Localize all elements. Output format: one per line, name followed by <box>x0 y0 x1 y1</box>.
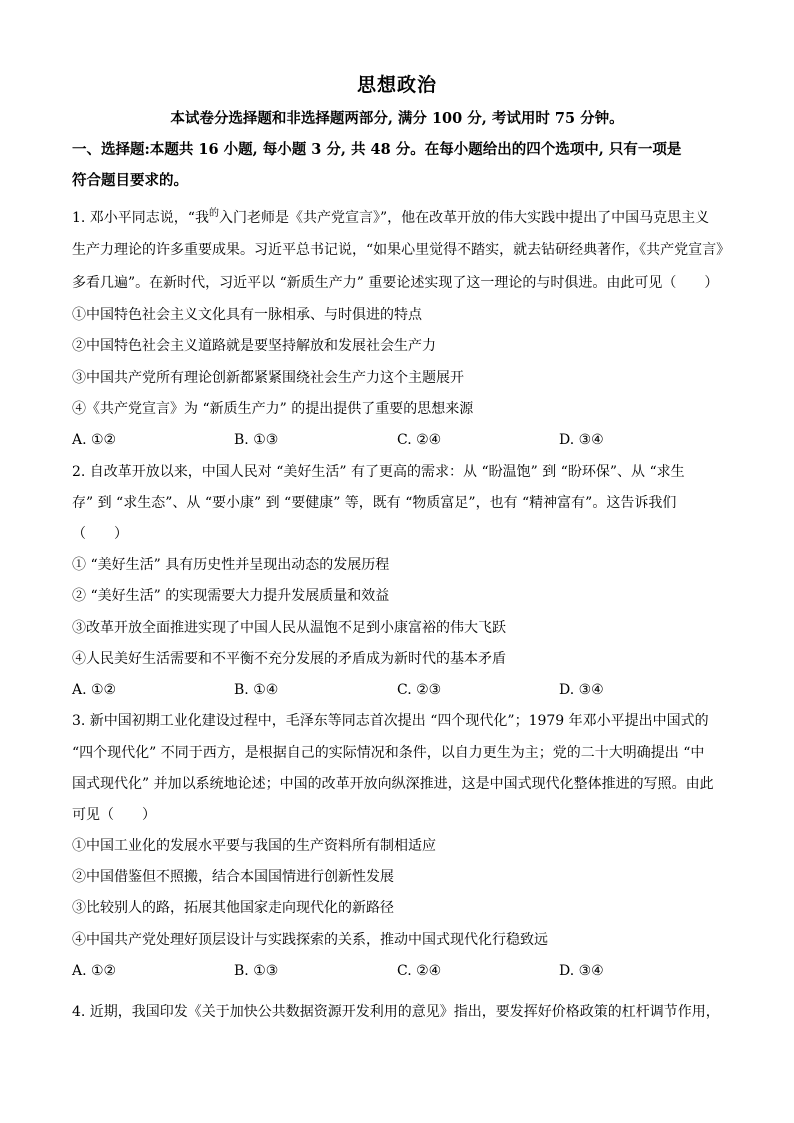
q1-option-d[interactable]: D. ③④ <box>559 432 604 448</box>
q3-statement-2: ②中国借鉴但不照搬，结合本国国情进行创新性发展 <box>72 869 394 885</box>
section-heading-line-1: 一、选择题:本题共 16 小题, 每小题 3 分, 共 48 分。在每小题给出的四个选项中, 只有一项是 <box>72 141 682 158</box>
q3-stem-line-1: 3. 新中国初期工业化建设过程中，毛泽东等同志首次提出 “四个现代化”；1979 年邓小平提出中国式的 <box>72 713 709 729</box>
page-title: 思想政治 <box>356 74 437 96</box>
q1-option-c[interactable]: C. ②④ <box>397 432 442 448</box>
q3-option-a[interactable]: A. ①② <box>72 963 117 979</box>
q1-statement-4: ④《共产党宣言》为 “新质生产力” 的提出提供了重要的思想来源 <box>72 401 474 417</box>
q1-stem-line-1: 1. 邓小平同志说，“我$^的$入门老师是《共产党宣言》”，他在改革开放的伟大实践中提出了中国马克思主义 <box>72 208 710 226</box>
q3-statement-3: ③比较别人的路，拓展其他国家走向现代化的新路径 <box>72 900 394 916</box>
q3-statement-4: ④中国共产党处理好顶层设计与实践探索的关系，推动中国式现代化行稳致远 <box>72 932 548 948</box>
section-heading-line-2: 符合题目要求的。 <box>72 172 188 189</box>
q2-statement-3: ③改革开放全面推进实现了中国人民从温饱不足到小康富裕的伟大飞跃 <box>72 620 506 636</box>
q2-statement-1: ① “美好生活” 具有历史性并呈现出动态的发展历程 <box>72 557 390 573</box>
q2-options <box>72 680 732 700</box>
q2-option-a[interactable]: A. ①② <box>72 682 117 698</box>
q1-option-a[interactable]: A. ①② <box>72 432 117 448</box>
q2-stem-line-2: 存” 到 “求生态”、从 “要小康” 到 “要健康” 等，既有 “物质富足”，也有 “精神富有”。这告诉我们 <box>72 495 677 511</box>
q3-option-d[interactable]: D. ③④ <box>559 963 604 979</box>
q2-stem-line-1: 2. 自改革开放以来，中国人民对 “美好生活” 有了更高的需求：从 “盼温饱” 到 “盼环保”、从 “求生 <box>72 464 685 480</box>
q1-options <box>72 430 732 450</box>
q3-stem-line-3: 国式现代化” 并加以系统地论述；中国的改革开放向纵深推进，这是中国式现代化整体推进的写照。由此 <box>72 776 714 792</box>
q2-option-b[interactable]: B. ①④ <box>234 682 279 698</box>
q2-statement-4: ④人民美好生活需要和不平衡不充分发展的矛盾成为新时代的基本矛盾 <box>72 651 506 667</box>
q2-option-c[interactable]: C. ②③ <box>397 682 442 698</box>
q1-stem-line-3: 多看几遍”。在新时代，习近平以 “新质生产力” 重要论述实现了这一理论的与时俱进。由此可见（ ） <box>72 275 719 291</box>
q3-statement-1: ①中国工业化的发展水平要与我国的生产资料所有制相适应 <box>72 838 436 854</box>
q1-statement-1: ①中国特色社会主义文化具有一脉相承、与时俱进的特点 <box>72 307 422 323</box>
q1-stem-line-2: 生产力理论的许多重要成果。习近平总书记说，“如果心里觉得不踏实，就去钻研经典著作，《共产党宣言》 <box>72 242 731 258</box>
q4-stem-line-1: 4. 近期，我国印发《关于加快公共数据资源开发利用的意见》指出，要发挥好价格政策的杠杆调节作用， <box>72 1004 720 1020</box>
q3-option-c[interactable]: C. ②④ <box>397 963 442 979</box>
exam-instructions: 本试卷分选择题和非选择题两部分, 满分 100 分, 考试用时 75 分钟。 <box>170 110 624 127</box>
q2-statement-2: ② “美好生活” 的实现需要大力提升发展质量和效益 <box>72 588 390 604</box>
q3-options <box>72 961 732 981</box>
q2-stem-line-3: （ ） <box>72 526 128 542</box>
q1-option-b[interactable]: B. ①③ <box>234 432 279 448</box>
q2-option-d[interactable]: D. ③④ <box>559 682 604 698</box>
q1-statement-3: ③中国共产党所有理论创新都紧紧围绕社会生产力这个主题展开 <box>72 370 464 386</box>
q3-stem-line-2: “四个现代化” 不同于西方，是根据自己的实际情况和条件，以自力更生为主；党的二十大明确提出 “中 <box>72 745 705 761</box>
q3-stem-line-4: 可见（ ） <box>72 807 156 823</box>
q3-option-b[interactable]: B. ①③ <box>234 963 279 979</box>
q1-statement-2: ②中国特色社会主义道路就是要坚持解放和发展社会生产力 <box>72 338 436 354</box>
